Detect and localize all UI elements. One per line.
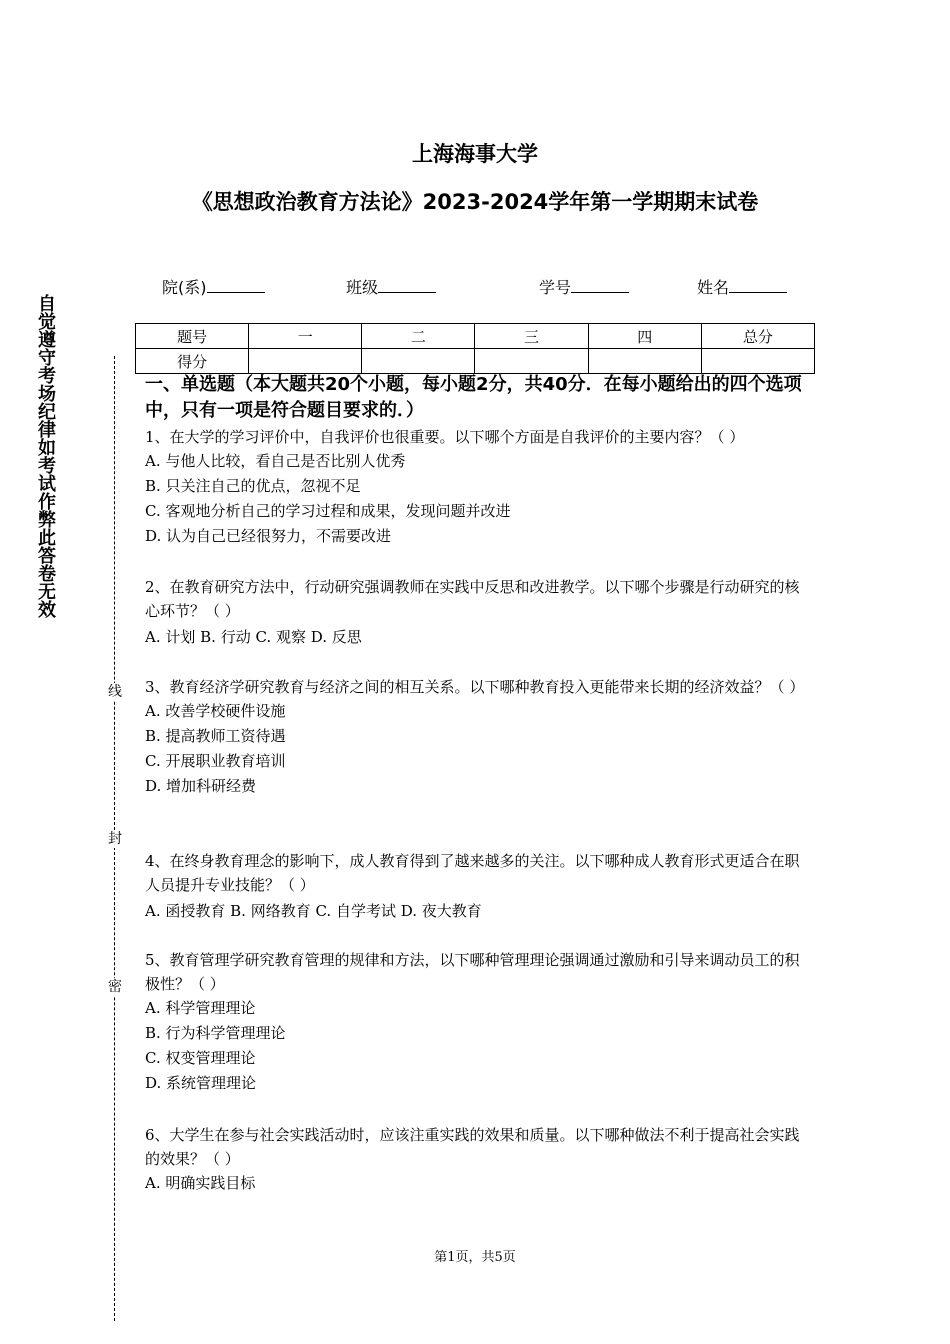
- score-table-score-row: [136, 349, 815, 374]
- exam-discipline-notice: 自觉遵守考场纪律如考试作弊此答卷无效: [35, 294, 56, 618]
- question-3: [145, 675, 810, 799]
- header-cell: 题号: [136, 324, 249, 349]
- college-field: [162, 275, 265, 298]
- score-cell[interactable]: [588, 349, 701, 374]
- question-5: [145, 948, 810, 1096]
- header-cell: 一: [249, 324, 362, 349]
- score-cell[interactable]: [362, 349, 475, 374]
- question-stem: 3、教育经济学研究教育与经济之间的相互关系。以下哪种教育投入更能带来长期的经济效益？（ ）: [145, 678, 805, 696]
- score-cell[interactable]: [249, 349, 362, 374]
- university-title: 上海海事大学: [412, 142, 538, 166]
- question-stem: 1、在大学的学习评价中，自我评价也很重要。以下哪个方面是自我评价的主要内容？（ ）: [145, 428, 745, 446]
- header-cell: 总分: [701, 324, 814, 349]
- score-cell[interactable]: [475, 349, 588, 374]
- question-1: [145, 425, 810, 549]
- college-label: 院(系): [162, 278, 207, 297]
- question-stem: 5、教育管理学研究教育管理的规律和方法，以下哪种管理理论强调通过激励和引导来调动员工的积极性？（ ）: [145, 951, 800, 993]
- score-row-label: 得分: [136, 349, 249, 374]
- option-c[interactable]: C. 权变管理理论: [145, 1049, 256, 1067]
- question-6: [145, 1123, 810, 1196]
- exam-title: 《思想政治教育方法论》2023-2024学年第一学期期末试卷: [191, 190, 759, 214]
- page-number: 第1页，共5页: [434, 1250, 516, 1265]
- option-b[interactable]: B. 提高教师工资待遇: [145, 727, 286, 745]
- options-inline[interactable]: A. 计划 B. 行动 C. 观察 D. 反思: [145, 628, 362, 646]
- name-blank[interactable]: [729, 276, 787, 293]
- option-c[interactable]: C. 开展职业教育培训: [145, 752, 286, 770]
- seal-line-char: 线: [108, 684, 122, 700]
- student-id-blank[interactable]: [571, 276, 629, 293]
- options-inline[interactable]: A. 函授教育 B. 网络教育 C. 自学考试 D. 夜大教育: [145, 902, 482, 920]
- option-b[interactable]: B. 行为科学管理理论: [145, 1024, 286, 1042]
- name-field: [697, 275, 787, 298]
- option-a[interactable]: A. 明确实践目标: [145, 1174, 256, 1192]
- header-cell: 三: [475, 324, 588, 349]
- option-a[interactable]: A. 与他人比较，看自己是否比别人优秀: [145, 452, 406, 470]
- score-cell[interactable]: [701, 349, 814, 374]
- class-field: [346, 275, 436, 298]
- question-2: [145, 575, 810, 651]
- college-blank[interactable]: [207, 276, 265, 293]
- score-table-header-row: [136, 324, 815, 349]
- option-a[interactable]: A. 科学管理理论: [145, 999, 256, 1017]
- header-cell: 四: [588, 324, 701, 349]
- seal-seal-char: 封: [108, 831, 122, 847]
- student-id-label: 学号: [539, 278, 572, 297]
- question-stem: 4、在终身教育理念的影响下，成人教育得到了越来越多的关注。以下哪种成人教育形式更适合在职人员提升专业技能？（ ）: [145, 852, 800, 894]
- score-table: [135, 323, 815, 374]
- question-stem: 2、在教育研究方法中，行动研究强调教师在实践中反思和改进教学。以下哪个步骤是行动研究的核心环节？（ ）: [145, 578, 800, 620]
- question-stem: 6、大学生在参与社会实践活动时，应该注重实践的效果和质量。以下哪种做法不利于提高社会实践的效果？（ ）: [145, 1126, 800, 1168]
- option-d[interactable]: D. 系统管理理论: [145, 1074, 257, 1092]
- header-cell: 二: [362, 324, 475, 349]
- class-blank[interactable]: [378, 276, 436, 293]
- option-b[interactable]: B. 只关注自己的优点，忽视不足: [145, 477, 361, 495]
- section-heading: 一、单选题（本大题共20个小题，每小题2分，共40分．在每小题给出的四个选项中，只有一项是符合题目要求的．）: [145, 374, 802, 421]
- seal-dense-char: 密: [108, 979, 122, 995]
- class-label: 班级: [346, 278, 379, 297]
- student-id-field: [539, 275, 629, 298]
- option-d[interactable]: D. 增加科研经费: [145, 777, 257, 795]
- option-c[interactable]: C. 客观地分析自己的学习过程和成果，发现问题并改进: [145, 502, 511, 520]
- question-4: [145, 849, 810, 925]
- name-label: 姓名: [697, 278, 730, 297]
- option-a[interactable]: A. 改善学校硬件设施: [145, 702, 286, 720]
- option-d[interactable]: D. 认为自己已经很努力，不需要改进: [145, 527, 392, 545]
